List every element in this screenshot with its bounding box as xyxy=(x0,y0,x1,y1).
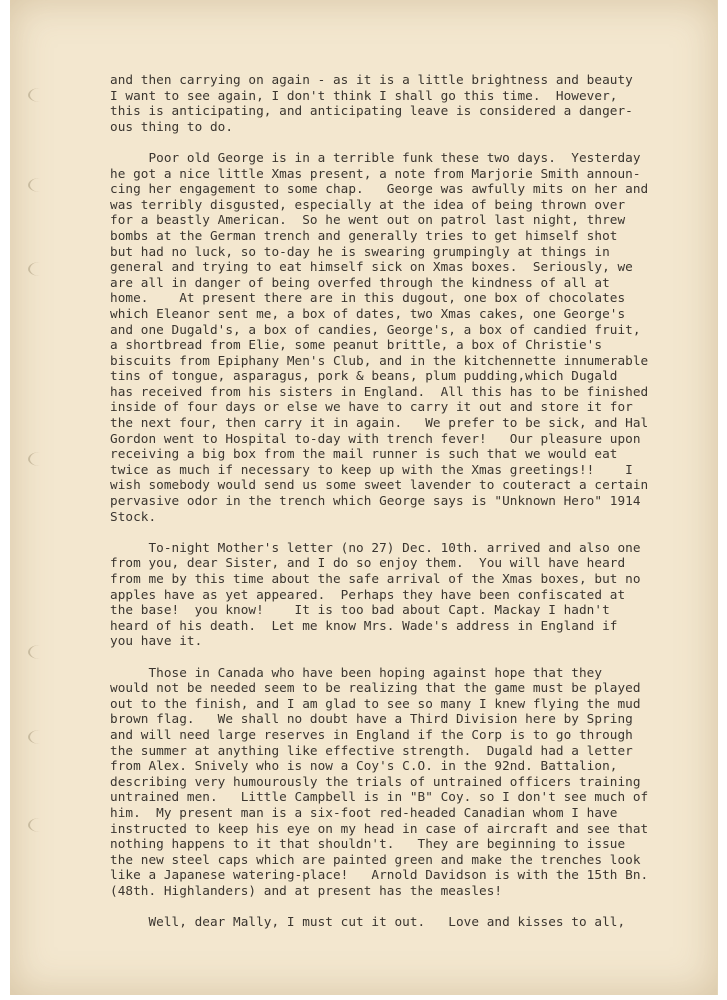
text-line: biscuits from Epiphany Men's Club, and in the kitchennette innumerable xyxy=(110,352,649,368)
letter-body xyxy=(110,72,710,945)
text-line: (48th. Highlanders) and at present has the measles! xyxy=(110,882,503,898)
text-line: apples have as yet appeared. Perhaps they have been confiscated at xyxy=(110,586,626,602)
text-line: twice as much if necessary to keep up with the Xmas greetings!! I xyxy=(110,461,633,477)
punch-hole xyxy=(28,645,52,659)
text-line: I want to see again, I don't think I shall go this time. However, xyxy=(110,87,618,103)
text-line: a shortbread from Elie, some peanut brittle, a box of Christie's xyxy=(110,337,603,353)
text-line: general and trying to eat himself sick on Xmas boxes. Seriously, we xyxy=(110,259,633,275)
text-line: from Alex. Snively who is now a Coy's C.O. in the 92nd. Battalion, xyxy=(110,758,618,774)
text-line: instructed to keep his eye on my head in case of aircraft and see that xyxy=(110,820,649,836)
punch-hole xyxy=(28,818,52,832)
text-line: ous thing to do. xyxy=(110,118,234,134)
letter-paragraph xyxy=(110,150,710,524)
text-line: he got a nice little Xmas present, a note from Marjorie Smith announ- xyxy=(110,165,641,181)
letter-paragraph xyxy=(110,914,710,930)
punch-hole xyxy=(28,178,52,192)
text-line: you have it. xyxy=(110,633,203,649)
text-line: but had no luck, so to-day he is swearing grumpingly at things in xyxy=(110,243,610,259)
text-line: Gordon went to Hospital to-day with trench fever! Our pleasure upon xyxy=(110,430,641,446)
text-line: from you, dear Sister, and I do so enjoy them. You will have heard xyxy=(110,555,626,571)
text-line: receiving a big box from the mail runner is such that we would eat xyxy=(110,446,618,462)
text-line: this is anticipating, and anticipating leave is considered a danger- xyxy=(110,103,633,119)
punch-hole xyxy=(28,88,52,102)
letter-paragraph xyxy=(110,72,710,134)
text-line: untrained men. Little Campbell is in "B" Coy. so I don't see much of xyxy=(110,789,649,805)
text-line: would not be needed seem to be realizing that the game must be played xyxy=(110,680,641,696)
punch-hole xyxy=(28,262,52,276)
text-line: has received from his sisters in England. All this has to be finished xyxy=(110,383,649,399)
text-line: are all in danger of being overfed through the kindness of all at xyxy=(110,274,610,290)
text-line: Well, dear Mally, I must cut it out. Love and kisses to all, xyxy=(110,914,626,930)
text-line: Stock. xyxy=(110,508,157,524)
text-line: tins of tongue, asparagus, pork & beans, plum pudding,which Dugald xyxy=(110,368,618,384)
text-line: wish somebody would send us some sweet lavender to couteract a certain xyxy=(110,477,649,493)
punch-hole xyxy=(28,730,52,744)
text-line: To-night Mother's letter (no 27) Dec. 10th. arrived and also one xyxy=(110,539,641,555)
text-line: home. At present there are in this dugout, one box of chocolates xyxy=(110,290,626,306)
letter-paragraph xyxy=(110,540,710,649)
text-line: describing very humourously the trials of untrained officers training xyxy=(110,773,641,789)
text-line: Those in Canada who have been hoping against hope that they xyxy=(110,664,603,680)
text-line: brown flag. We shall no doubt have a Third Division here by Spring xyxy=(110,711,633,727)
text-line: and then carrying on again - as it is a little brightness and beauty xyxy=(110,72,633,87)
text-line: out to the finish, and I am glad to see so many I knew flying the mud xyxy=(110,695,641,711)
text-line: inside of four days or else we have to carry it out and store it for xyxy=(110,399,633,415)
text-line: him. My present man is a six-foot red-headed Canadian whom I have xyxy=(110,804,618,820)
text-line: the summer at anything like effective strength. Dugald had a letter xyxy=(110,742,633,758)
text-line: like a Japanese watering-place! Arnold Davidson is with the 15th Bn. xyxy=(110,867,649,883)
text-line: the base! you know! It is too bad about Capt. Mackay I hadn't xyxy=(110,602,610,618)
text-line: and one Dugald's, a box of candies, George's, a box of candied fruit, xyxy=(110,321,641,337)
text-line: bombs at the German trench and generally tries to get himself shot xyxy=(110,227,618,243)
text-line: which Eleanor sent me, a box of dates, two Xmas cakes, one George's xyxy=(110,305,626,321)
text-line: from me by this time about the safe arrival of the Xmas boxes, but no xyxy=(110,571,641,586)
text-line: the next four, then carry it in again. We prefer to be sick, and Hal xyxy=(110,415,649,431)
letter-paragraph xyxy=(110,665,710,899)
text-line: Poor old George is in a terrible funk these two days. Yesterday xyxy=(110,149,641,165)
text-line: was terribly disgusted, especially at the idea of being thrown over xyxy=(110,196,626,212)
text-line: for a beastly American. So he went out on patrol last night, threw xyxy=(110,212,626,228)
text-line: the new steel caps which are painted green and make the trenches look xyxy=(110,851,641,867)
text-line: heard of his death. Let me know Mrs. Wade's address in England if xyxy=(110,617,618,633)
text-line: nothing happens to it that shouldn't. They are beginning to issue xyxy=(110,836,626,852)
text-line: and will need large reserves in England if the Corp is to go through xyxy=(110,726,633,742)
punch-hole xyxy=(28,452,52,466)
text-line: cing her engagement to some chap. George was awfully mits on her and xyxy=(110,181,649,197)
text-line: pervasive odor in the trench which George says is "Unknown Hero" 1914 xyxy=(110,493,641,509)
letter-page xyxy=(10,0,718,995)
